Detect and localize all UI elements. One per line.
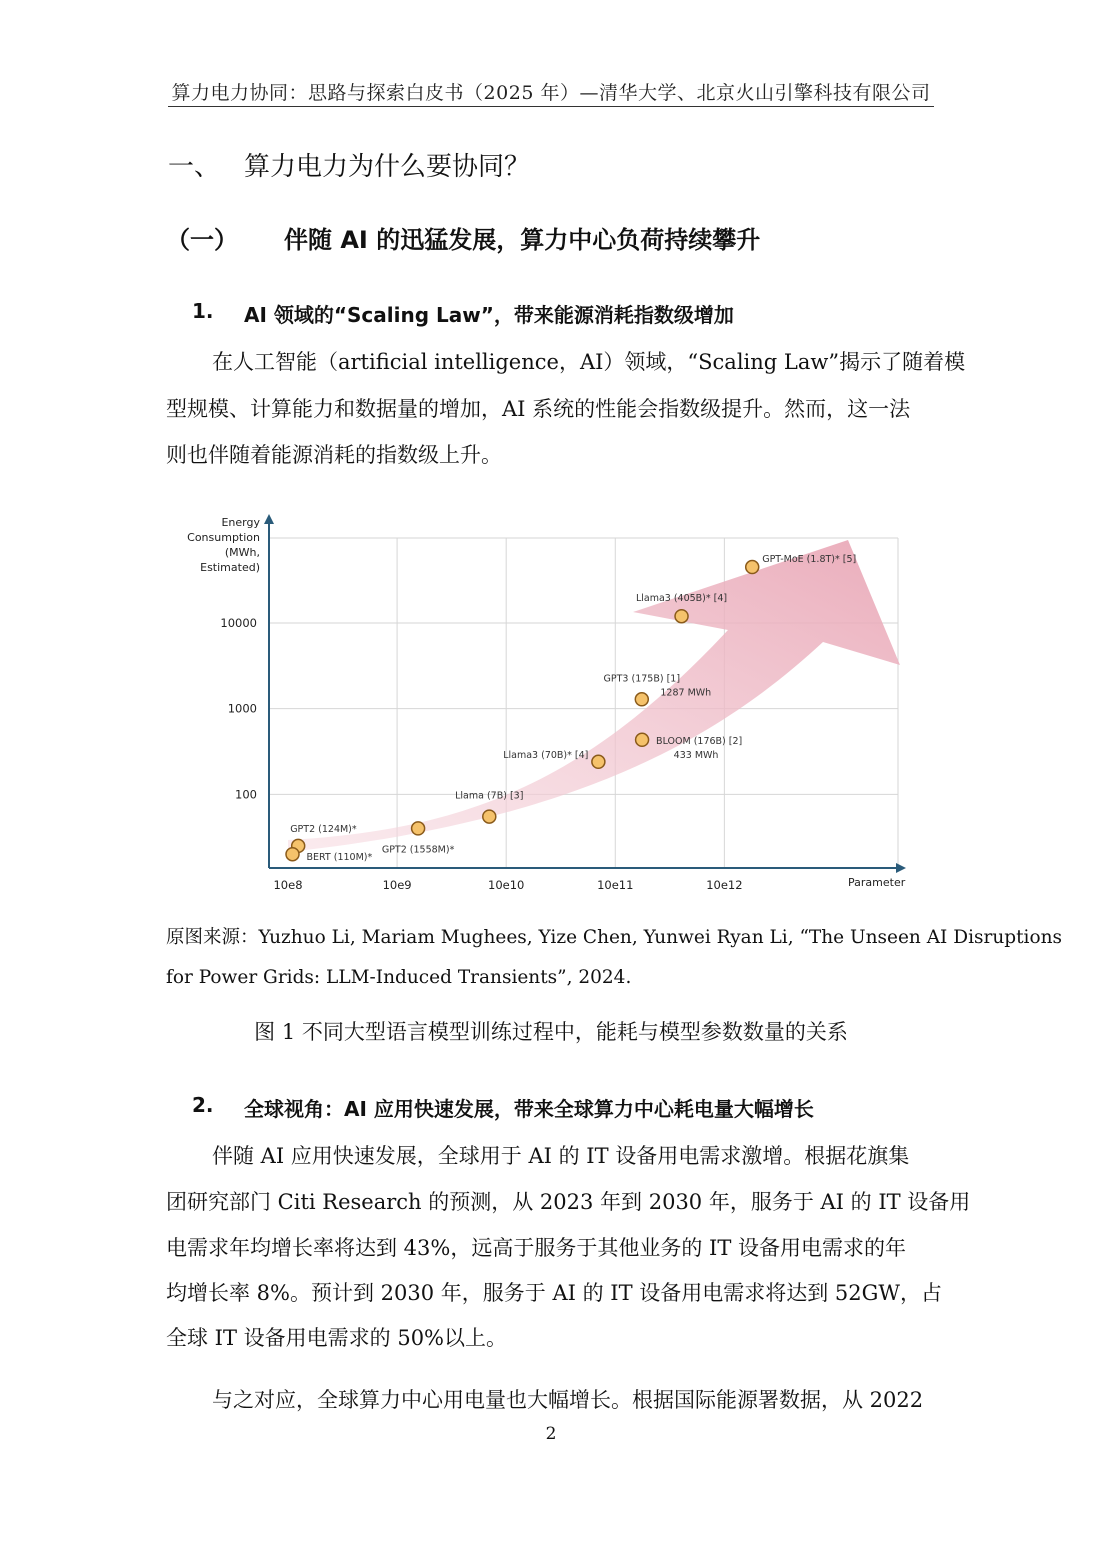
paragraph-line: 伴随 AI 应用快速发展，全球用于 AI 的 IT 设备用电需求激增。根据花旗集	[212, 1144, 910, 1168]
y-tick-label: 10000	[220, 616, 257, 630]
page-number: 2	[545, 1424, 557, 1444]
y-axis-label-line: Estimated)	[200, 561, 260, 574]
y-tick-label: 1000	[227, 701, 257, 716]
figure-source-line: for Power Grids: LLM-Induced Transients”, 2024.	[166, 967, 632, 988]
y-tick-label: 100	[235, 787, 257, 802]
data-point	[412, 822, 425, 835]
x-tick-label: 10e8	[273, 878, 303, 892]
data-point-label: BERT (110M)*	[306, 852, 373, 864]
data-point	[746, 561, 759, 574]
item2-title: 全球视角：AI 应用快速发展，带来全球算力中心耗电量大幅增长	[244, 1097, 814, 1121]
data-point-label: GPT-MoE (1.8T)* [5]	[762, 554, 857, 566]
x-axis-label: Parameter	[848, 876, 906, 889]
figure-source-line: 原图来源：Yuzhuo Li, Mariam Mughees, Yize Chen, Yunwei Ryan Li, “The Unseen AI Disruptions	[166, 927, 1062, 948]
x-tick-label: 10e9	[382, 878, 412, 892]
item2-number: 2.	[192, 1093, 214, 1117]
y-axis-label-line: Energy	[221, 516, 260, 529]
x-tick-label: 10e10	[488, 878, 525, 892]
running-header: 算力电力协同：思路与探索白皮书（2025 年）—清华大学、北京火山引擎科技有限公司	[171, 82, 931, 104]
data-point	[636, 733, 649, 746]
data-point	[635, 693, 648, 706]
paragraph-line: 型规模、计算能力和数据量的增加，AI 系统的性能会指数级提升。然而，这一法	[166, 397, 911, 421]
section-number: 一、	[168, 152, 221, 182]
data-point	[592, 755, 605, 768]
subsection-number: （一）	[166, 226, 238, 254]
x-axis-arrowhead	[896, 863, 906, 873]
item1-number: 1.	[192, 299, 214, 323]
paragraph-line: 与之对应，全球算力中心用电量也大幅增长。根据国际能源署数据，从 2022	[212, 1388, 924, 1412]
trend-arrow	[288, 540, 900, 852]
y-axis-label	[187, 516, 260, 574]
data-point-label: Llama3 (405B)* [4]	[635, 593, 728, 605]
data-point-label: GPT3 (175B) [1]	[603, 673, 681, 685]
item1-title: AI 领域的“Scaling Law”，带来能源消耗指数级增加	[244, 303, 734, 327]
y-axis-label-line: Consumption	[187, 531, 260, 544]
data-point-label: Llama3 (70B)* [4]	[503, 749, 589, 761]
paragraph-line: 团研究部门 Citi Research 的预测，从 2023 年到 2030 年，服务于 AI 的 IT 设备用	[166, 1190, 971, 1214]
header-rule	[168, 106, 934, 107]
data-point-label: GPT2 (1558M)*	[381, 844, 455, 856]
paragraph-line: 均增长率 8%。预计到 2030 年，服务于 AI 的 IT 设备用电需求将达到 52GW，占	[166, 1281, 943, 1305]
x-tick-label: 10e12	[706, 878, 743, 892]
data-point-sublabel: 433 MWh	[673, 749, 719, 761]
y-axis-label-line: (MWh,	[224, 546, 260, 559]
paragraph-line: 全球 IT 设备用电需求的 50%以上。	[166, 1326, 508, 1350]
data-point-sublabel: 1287 MWh	[660, 687, 712, 699]
paragraph-line: 则也伴随着能源消耗的指数级上升。	[166, 443, 502, 467]
subsection-title: 伴随 AI 的迅猛发展，算力中心负荷持续攀升	[284, 226, 761, 254]
figure-caption: 图 1 不同大型语言模型训练过程中，能耗与模型参数数量的关系	[254, 1020, 848, 1044]
paragraph-line: 在人工智能（artificial intelligence，AI）领域，“Scaling Law”揭示了随着模	[212, 350, 966, 374]
paragraph-line: 电需求年均增长率将达到 43%，远高于服务于其他业务的 IT 设备用电需求的年	[166, 1236, 907, 1260]
data-point-label: BLOOM (176B) [2]	[656, 735, 743, 747]
y-axis-arrowhead	[264, 514, 274, 524]
x-tick-label: 10e11	[597, 878, 634, 892]
data-point	[286, 848, 299, 861]
data-point	[675, 610, 688, 623]
data-point-label: Llama (7B) [3]	[455, 790, 524, 802]
section-title: 算力电力为什么要协同？	[244, 152, 531, 182]
data-point	[483, 810, 496, 823]
energy-scaling-chart	[168, 500, 938, 900]
data-point-label: GPT2 (124M)*	[290, 823, 357, 835]
